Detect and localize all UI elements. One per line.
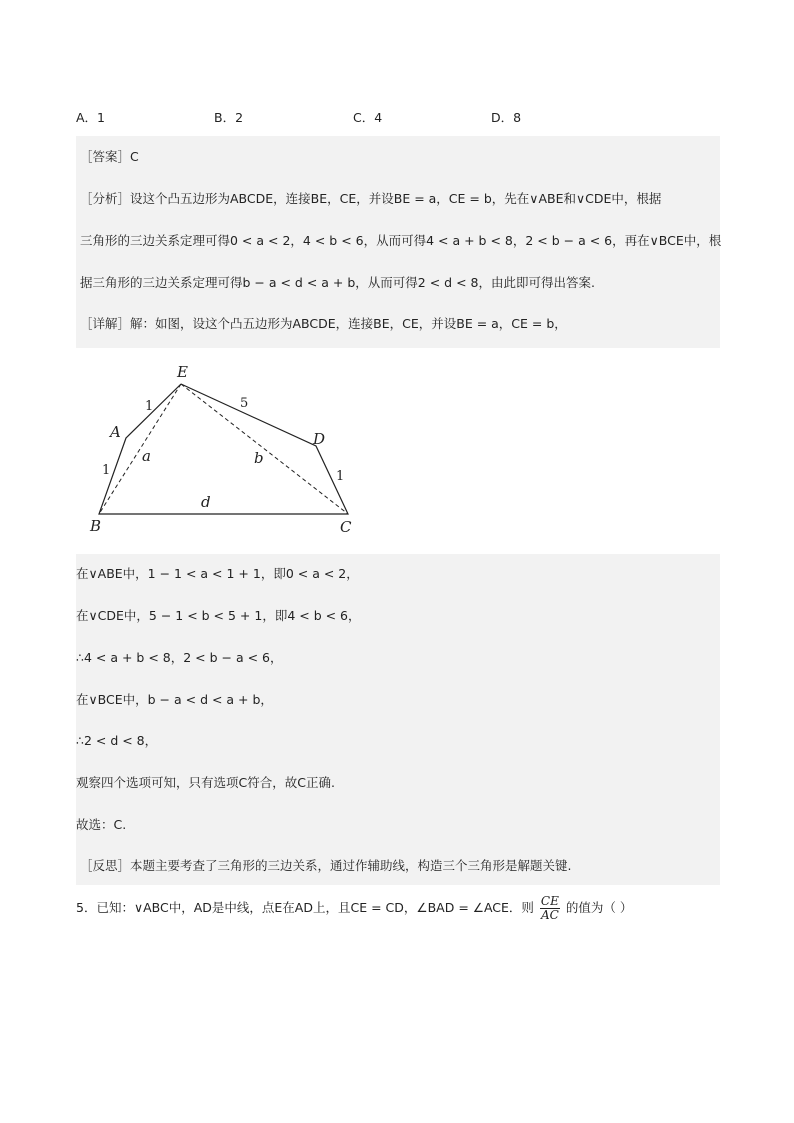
analysis-line-1: ［分析］设这个凸五边形为ABCDE，连接BE，CE，并设BE = a，CE = b，先在∨ABE和∨CDE中，根据 [80,191,662,206]
side-length-ae: 1 [145,399,154,414]
vertex-label-c: C [340,518,352,536]
vertex-label-e: E [177,363,188,381]
option-a: A．1 [76,110,106,125]
vertex-label-a: A [110,423,121,441]
step-line-7: 故选：C. [76,817,127,832]
segment-label-a: a [142,447,151,465]
reflection-line: ［反思］本题主要考查了三角形的三边关系，通过作辅助线，构造三个三角形是解题关键. [80,858,572,873]
fraction-denominator: AC [540,908,559,922]
analysis-line-3: 据三角形的三边关系定理可得b − a < d < a + b，从而可得2 < d < 8，由此即可得出答案. [80,275,595,290]
option-c: C．4 [353,110,383,125]
segment-label-d: d [201,493,211,511]
solution-panel-bottom [76,554,720,885]
vertex-label-b: B [90,517,102,535]
answer-options [76,108,720,126]
side-length-ab: 1 [102,463,111,478]
step-line-2: 在∨CDE中，5 − 1 < b < 5 + 1，即4 < b < 6， [76,608,361,623]
side-length-dc: 1 [336,469,345,484]
question-5 [76,895,720,922]
fraction-numerator: CE [540,894,559,908]
segment-label-b: b [254,449,264,467]
step-line-6: 观察四个选项可知，只有选项C符合，故C正确. [76,775,335,790]
answer-line: ［答案］C [80,149,139,164]
step-line-5: ∴2 < d < 8， [76,733,158,748]
option-d: D．8 [491,110,522,125]
pentagon-outline [99,384,348,514]
step-line-3: ∴4 < a + b < 8，2 < b − a < 6， [76,650,283,665]
question-5-fraction [540,895,560,922]
step-line-4: 在∨BCE中，b − a < d < a + b， [76,692,273,707]
option-b: B．2 [214,110,244,125]
pentagon-figure [76,348,366,548]
question-5-text: 5．已知：∨ABC中，AD是中线，点E在AD上，且CE = CD，∠BAD = ∠ACE．则 [76,900,534,915]
pentagon-diagram [76,348,366,548]
diagonal-be [99,384,181,514]
question-5-tail: 的值为（ ） [565,900,633,915]
analysis-line-2: 三角形的三边关系定理可得0 < a < 2，4 < b < 6，从而可得4 < a + b < 8，2 < b − a < 6，再在∨BCE中，根 [80,233,722,248]
vertex-label-d: D [313,430,326,448]
detail-intro-line: ［详解］解：如图，设这个凸五边形为ABCDE，连接BE，CE，并设BE = a，CE = b， [80,316,567,331]
side-length-ed: 5 [240,396,249,411]
step-line-1: 在∨ABE中，1 − 1 < a < 1 + 1，即0 < a < 2， [76,566,359,581]
